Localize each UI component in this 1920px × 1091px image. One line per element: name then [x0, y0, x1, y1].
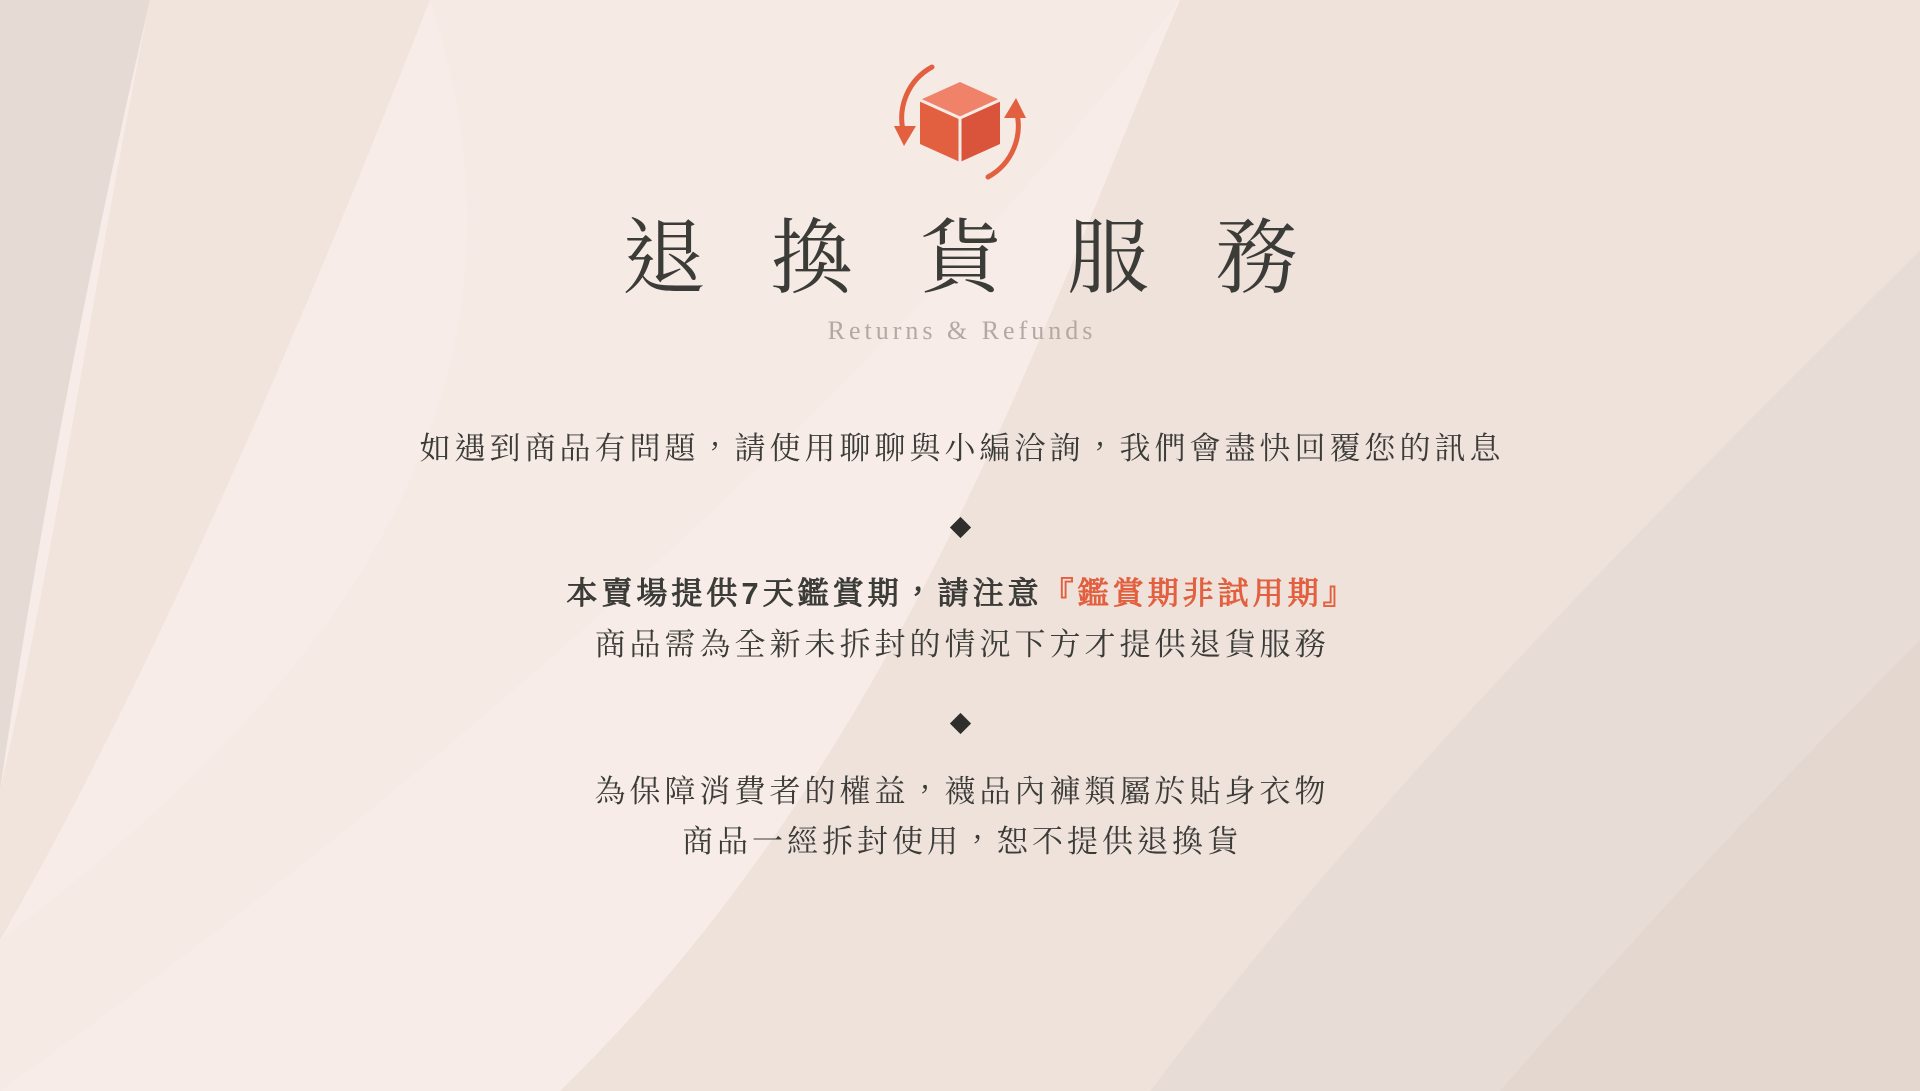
inspection-notice-accent: 『鑑賞期非試用期』 [1042, 576, 1358, 612]
diamond-separator-1 [0, 520, 1920, 535]
box-glyph [920, 82, 1000, 162]
inspection-notice-line-1-prefix: 本賣場提供7天鑑賞期，請注意 [566, 576, 1043, 612]
diamond-icon [949, 713, 970, 734]
contact-notice-line-1: 如遇到商品有問題，請使用聊聊與小編洽詢，我們會盡快回覆您的訊息 [419, 431, 1505, 467]
arrow-head-right [1004, 98, 1026, 118]
inspection-period-notice [562, 569, 1357, 669]
diamond-separator-2 [0, 716, 1920, 731]
hygiene-notice-line-2: 商品一經拆封使用，恕不提供退換貨 [682, 823, 1242, 859]
returns-icon-svg [860, 42, 1060, 202]
returns-box-arrows-icon [860, 42, 1060, 202]
arrow-head-left [894, 126, 916, 146]
page-subtitle: Returns & Refunds [827, 316, 1097, 346]
inspection-notice-line-2: 商品需為全新未拆封的情況下方才提供退貨服務 [594, 626, 1330, 662]
page-title: 退 換 貨 服 務 [622, 211, 1318, 306]
hygiene-notice-line-1: 為保障消費者的權益，襪品內褲類屬於貼身衣物 [594, 773, 1330, 809]
hygiene-notice [591, 767, 1330, 867]
inspection-notice-line-1 [562, 569, 1357, 619]
contact-notice [416, 424, 1505, 474]
diamond-icon [949, 517, 970, 538]
